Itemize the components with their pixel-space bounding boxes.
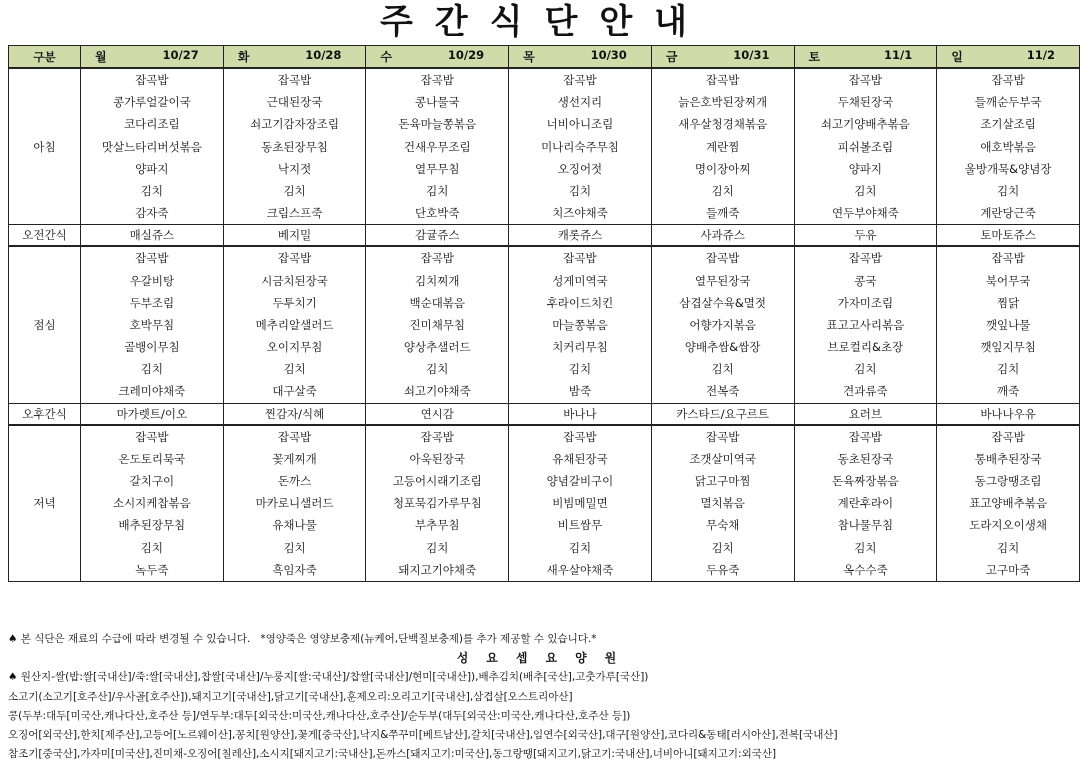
snack-cell: 베지밀 (223, 225, 366, 247)
snack-cell: 카스타드/요구르트 (651, 403, 794, 425)
menu-item: 돈까스 (277, 474, 312, 488)
menu-item: 꽃게찌개 (272, 451, 317, 466)
origin-line: 소고기(소고기[호주산]/우사골[호주산]),돼지고기[국내산],닭고기[국내산],훈제오리:오리고기[국내산],삼겹살[오스트리아산] (8, 690, 573, 703)
menu-item: 조갯살미역국 (689, 451, 756, 466)
menu-item: 새우살야채죽 (546, 562, 614, 577)
menu-item: 잡곡밥 (420, 73, 454, 87)
menu-item: 잡곡밥 (991, 73, 1025, 87)
meal-cell (366, 425, 509, 582)
menu-item: 깨죽 (997, 384, 1020, 399)
menu-item: 잡곡밥 (563, 429, 597, 444)
menu-item: 표고양배추볶음 (969, 496, 1047, 511)
menu-item: 어향가지볶음 (689, 317, 756, 332)
menu-item: 두부조림 (129, 295, 175, 310)
snack-cell: 사과쥬스 (651, 225, 794, 247)
meal-label: 점심 (9, 246, 81, 403)
header-label: 구분 (9, 46, 81, 69)
menu-item: 잡곡밥 (135, 251, 169, 266)
facility-name: 성요셉요양원 (456, 651, 635, 666)
snack-cell: 연시감 (366, 403, 509, 425)
menu-item: 두채된장국 (837, 95, 894, 110)
origin-line: 오징어[외국산],한치[제주산],고등어[노르웨이산],꽁치[원양산],꽃게[중국산],낙지&쭈꾸미[베트남산],갈치[국내산],임연수[외국산],대구[원양산],코다리&동태[러시아산],전복[국내산] (8, 729, 838, 742)
menu-item: 돼지고기야채죽 (398, 562, 477, 577)
menu-item: 김치 (283, 183, 306, 198)
meal-label: 저녁 (9, 425, 81, 582)
menu-item: 김치 (426, 362, 449, 377)
snack-cell: 두유 (794, 225, 937, 247)
menu-item: 온도토리묵국 (118, 451, 186, 466)
menu-item: 양배추쌈&쌈장 (684, 340, 761, 355)
menu-item: 열무된장국 (694, 273, 751, 288)
menu-item: 열무무침 (415, 161, 460, 176)
menu-item: 잡곡밥 (135, 73, 169, 87)
menu-item: 삼겹살수육&멸젓 (679, 295, 767, 310)
menu-item: 쇠고기감자장조림 (250, 117, 339, 132)
menu-item: 김치 (426, 183, 449, 198)
menu-item: 김치 (568, 540, 592, 555)
menu-item: 비빔메밀면 (552, 496, 608, 511)
menu-item: 두투치기 (272, 295, 317, 310)
menu-item: 고구마죽 (985, 562, 1031, 577)
menu-item: 브로컬리&초장 (827, 340, 904, 355)
notes-section (8, 630, 1083, 764)
meal-cell (223, 246, 366, 403)
menu-item: 감자죽 (135, 206, 169, 221)
menu-item: 계란후라이 (837, 496, 894, 511)
menu-item: 우갈비탕 (129, 273, 175, 288)
meal-cell (81, 246, 224, 403)
origin-line: 참조기[중국산],가자미[미국산],진미채-오징어[칠레산],소시지[돼지고기:국내산],돈까스[돼지고기:미국산],동그랑땡[돼지고기,닭고기:국내산],너비아니[돼지고기:외국산] (8, 748, 777, 761)
menu-item: 잡곡밥 (135, 429, 169, 444)
origin-line: ♠ 원산지-쌀(밥:쌀[국내산]/죽:쌀[국내산],찹쌀[국내산]/누룽지[쌀:국내산]/찹쌀[국내산]/현미[국내산]),배추김치(배추[국산],고춧가루[국산]) (8, 671, 649, 684)
menu-item: 피쉬볼조림 (837, 139, 894, 154)
menu-item: 표고고사리볶음 (826, 317, 905, 332)
menu-item: 녹두죽 (135, 562, 169, 577)
menu-item: 옥수수죽 (843, 562, 888, 577)
menu-item: 돈육마늘쫑볶음 (398, 117, 477, 132)
menu-item: 찜닭 (997, 295, 1020, 310)
page-title: 주간식단안내 (379, 2, 710, 42)
menu-item: 유채된장국 (552, 451, 608, 466)
notice-line (8, 630, 1083, 649)
menu-item: 크림스프죽 (266, 206, 323, 221)
meal-cell (509, 246, 652, 403)
menu-item: 치즈야채죽 (552, 206, 608, 221)
menu-item: 김치찌개 (415, 273, 460, 288)
menu-item: 동초된장무침 (261, 139, 328, 154)
menu-item: 소시지케찹볶음 (112, 496, 191, 511)
menu-item: 맛살느타리버섯볶음 (101, 139, 202, 154)
meal-cell (366, 246, 509, 403)
lunch-row (9, 246, 1080, 403)
menu-item: 잡곡밥 (277, 251, 312, 266)
meal-cell (223, 68, 366, 225)
snack-cell: 요러브 (794, 403, 937, 425)
menu-item: 김치 (711, 540, 734, 555)
meal-cell (651, 425, 794, 582)
menu-item: 아욱된장국 (409, 451, 466, 466)
snack-cell: 바나나우유 (937, 403, 1080, 425)
menu-item: 골뱅이무침 (124, 340, 180, 355)
snack-label: 오전간식 (9, 225, 81, 247)
menu-item: 김치 (283, 362, 306, 377)
snack-cell: 마가렛트/이오 (81, 403, 224, 425)
menu-item: 잡곡밥 (563, 251, 597, 266)
menu-item: 김치 (140, 183, 163, 198)
menu-item: 북어무국 (985, 273, 1031, 288)
menu-item: 양파지 (848, 161, 883, 176)
meal-cell (937, 68, 1080, 225)
menu-item: 너비아니조림 (546, 117, 614, 132)
menu-item: 견과류죽 (843, 384, 888, 399)
weekly-menu-table (8, 45, 1080, 582)
menu-item: 시금치된장국 (261, 273, 328, 288)
menu-item: 크레미야채죽 (118, 384, 186, 399)
snack-cell: 토마토쥬스 (937, 225, 1080, 247)
header-day: 화 10/28 (223, 46, 366, 69)
menu-item: 김치 (997, 362, 1020, 377)
menu-item: 잡곡밥 (991, 429, 1025, 444)
menu-item: 잡곡밥 (706, 73, 740, 87)
menu-item: 김치 (997, 540, 1020, 555)
menu-item: 콩가루얼갈이국 (112, 95, 191, 110)
menu-item: 닭고구마찜 (694, 474, 751, 488)
menu-item: 진미채무침 (409, 317, 466, 332)
menu-item: 잡곡밥 (277, 429, 312, 444)
menu-item: 건새우무조림 (403, 139, 471, 154)
snack-cell: 감귤쥬스 (366, 225, 509, 247)
menu-item: 깻잎나물 (985, 317, 1031, 332)
menu-item: 울방개묵&양념장 (964, 161, 1052, 176)
header-day: 금 10/31 (651, 46, 794, 69)
menu-item: 메추리알샐러드 (255, 317, 334, 332)
menu-item: 비트쌈무 (557, 518, 603, 533)
menu-item: 오징어젓 (557, 161, 603, 176)
menu-item: 쇠고기야채죽 (403, 384, 471, 399)
menu-item: 잡곡밥 (848, 429, 883, 444)
menu-item: 마카로니샐러드 (255, 496, 334, 511)
menu-item: 고등어시래기조림 (392, 474, 482, 488)
menu-item: 부추무침 (415, 518, 460, 533)
menu-item: 잡곡밥 (563, 73, 597, 87)
menu-item: 애호박볶음 (980, 139, 1036, 154)
snack-cell: 캐롯쥬스 (509, 225, 652, 247)
menu-item: 김치 (854, 183, 877, 198)
meal-label: 아침 (9, 68, 81, 225)
menu-item: 코다리조림 (124, 117, 180, 132)
header-day: 수 10/29 (366, 46, 509, 69)
menu-item: 동초된장국 (837, 451, 894, 466)
menu-item: 흑임자죽 (272, 562, 317, 577)
menu-item: 김치 (997, 183, 1020, 198)
menu-item: 밤죽 (568, 384, 592, 399)
meal-cell (509, 425, 652, 582)
meal-cell (651, 68, 794, 225)
menu-item: 치커리무침 (552, 340, 608, 355)
menu-item: 김치 (854, 540, 877, 555)
meal-cell (651, 246, 794, 403)
menu-item: 두유죽 (706, 562, 740, 577)
menu-item: 김치 (711, 362, 734, 377)
menu-item: 잡곡밥 (277, 73, 312, 87)
menu-item: 성게미역국 (552, 273, 608, 288)
menu-item: 돈육짜장볶음 (832, 474, 899, 488)
menu-item: 백순대볶음 (409, 295, 466, 310)
header-row (9, 46, 1080, 69)
change-notice: ♠ 본 식단은 재료의 수급에 따라 변경될 수 있습니다. (8, 633, 251, 645)
menu-item: 대구살죽 (272, 384, 317, 399)
meal-cell (509, 68, 652, 225)
meal-cell (81, 68, 224, 225)
nutrition-notice: *영양죽은 영양보충제(뉴케어,단백질보충제)를 추가 제공할 수 있습니다.* (260, 633, 597, 645)
menu-item: 김치 (140, 540, 163, 555)
meal-cell (937, 246, 1080, 403)
menu-item: 김치 (568, 183, 592, 198)
snack-cell: 매실쥬스 (81, 225, 224, 247)
menu-item: 근대된장국 (266, 95, 323, 110)
menu-item: 미나리숙주무침 (541, 139, 619, 154)
menu-item: 낙지젓 (277, 161, 312, 176)
menu-item: 동그랑땡조림 (974, 474, 1042, 488)
menu-item: 잡곡밥 (706, 251, 740, 266)
menu-item: 잡곡밥 (420, 251, 454, 266)
menu-item: 깻잎지무침 (980, 340, 1036, 355)
menu-item: 김치 (140, 362, 163, 377)
menu-item: 잡곡밥 (848, 73, 883, 87)
menu-item: 양상추샐러드 (403, 340, 471, 355)
menu-item: 들깨죽 (706, 206, 740, 221)
menu-item: 콩나물국 (415, 95, 460, 110)
menu-item: 잡곡밥 (706, 429, 740, 444)
am-snack-row (9, 225, 1080, 247)
meal-cell (937, 425, 1080, 582)
menu-item: 김치 (568, 362, 592, 377)
menu-item: 단호박죽 (415, 206, 460, 221)
header-day: 토 11/1 (794, 46, 937, 69)
breakfast-row (9, 68, 1080, 225)
header-day: 일 11/2 (937, 46, 1080, 69)
menu-item: 잡곡밥 (991, 251, 1025, 266)
menu-item: 계란찜 (706, 139, 740, 154)
menu-item: 가자미조림 (837, 295, 894, 310)
menu-item: 통배추된장국 (974, 451, 1042, 466)
menu-item: 김치 (426, 540, 449, 555)
menu-item: 늙은호박된장찌개 (678, 95, 768, 110)
menu-item: 양념갈비구이 (546, 474, 614, 488)
menu-item: 연두부야채죽 (832, 206, 899, 221)
meal-cell (366, 68, 509, 225)
menu-item: 오이지무침 (266, 340, 323, 355)
meal-cell (81, 425, 224, 582)
menu-item: 조기살조림 (980, 117, 1036, 132)
snack-cell: 바나나 (509, 403, 652, 425)
menu-item: 유채나물 (272, 518, 317, 533)
snack-cell: 찐감자/식혜 (223, 403, 366, 425)
header-day: 월 10/27 (81, 46, 224, 69)
menu-item: 김치 (711, 183, 734, 198)
menu-item: 후라이드치킨 (546, 295, 614, 310)
menu-item: 계란당근죽 (980, 206, 1036, 221)
meal-cell (794, 68, 937, 225)
menu-item: 양파지 (135, 161, 169, 176)
menu-item: 도라지오이생채 (969, 518, 1047, 533)
menu-item: 참나물무침 (837, 518, 894, 533)
header-day: 목 10/30 (509, 46, 652, 69)
menu-item: 전복죽 (706, 384, 740, 399)
dinner-row (9, 425, 1080, 582)
menu-item: 잡곡밥 (420, 429, 454, 444)
menu-item: 콩국 (854, 273, 877, 288)
menu-item: 호박무침 (129, 317, 175, 332)
menu-item: 생선지리 (557, 95, 603, 110)
menu-item: 갈치구이 (129, 474, 175, 488)
menu-item: 새우살청경채볶음 (678, 117, 768, 132)
menu-item: 김치 (283, 540, 306, 555)
menu-item: 김치 (854, 362, 877, 377)
snack-label: 오후간식 (9, 403, 81, 425)
menu-item: 마늘쫑볶음 (552, 317, 608, 332)
menu-item: 쇠고기양배추볶음 (820, 117, 910, 132)
menu-item: 청포묵김가루무침 (392, 496, 482, 511)
menu-item: 들깨순두부국 (974, 95, 1042, 110)
origin-line: 콩(두부:대두[미국산,캐나다산,호주산 등]/연두부:대두[외국산:미국산,캐나다산,호주산]/순두부(대두[외국산:미국산,캐나다산,호주산 등]) (8, 709, 631, 722)
menu-item: 무숙채 (706, 518, 740, 533)
menu-item: 배추된장무침 (118, 518, 186, 533)
meal-cell (794, 246, 937, 403)
meal-cell (223, 425, 366, 582)
menu-item: 명이장아찌 (694, 161, 751, 176)
menu-item: 잡곡밥 (848, 251, 883, 266)
menu-item: 멸치볶음 (700, 496, 745, 511)
meal-cell (794, 425, 937, 582)
pm-snack-row (9, 403, 1080, 425)
